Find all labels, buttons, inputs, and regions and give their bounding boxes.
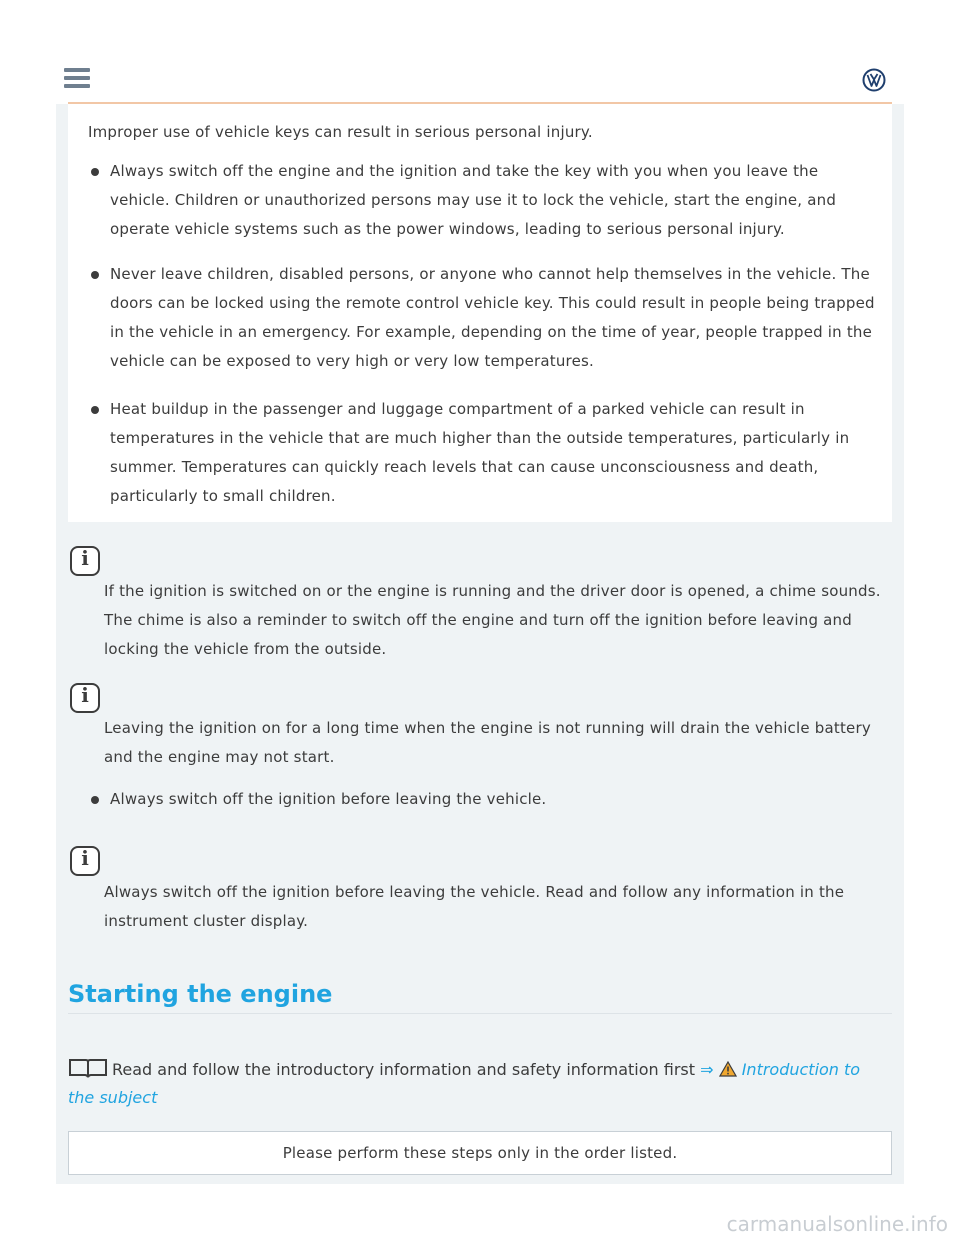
warning-bullet-1: Always switch off the engine and the ignition and take the key with you when you leave the vehicle. Children or unauthorized persons may use it to lock the vehicle, start the engine, and operate vehicle systems such as the power windows, leading to serious personal injury. <box>110 157 880 244</box>
book-icon <box>68 1057 108 1079</box>
steps-text: Please perform these steps only in the order listed. <box>282 1144 678 1162</box>
section-title: Starting the engine <box>68 980 333 1008</box>
watermark: carmanualsonline.info <box>726 1212 948 1236</box>
warning-triangle-icon <box>719 1061 737 1077</box>
top-header <box>0 0 960 104</box>
introduction-link[interactable]: Introduction to the subject <box>68 1060 861 1107</box>
note-text-3: Always switch off the ignition before leaving the vehicle. Read and follow any information in the instrument cluster display. <box>104 883 845 930</box>
steps-box <box>68 1131 892 1175</box>
info-note-icon <box>70 846 100 876</box>
info-note-icon <box>70 683 100 713</box>
note-bullet: Always switch off the ignition before leaving the vehicle. <box>110 785 880 814</box>
warning-bullet-3: Heat buildup in the passenger and luggage compartment of a parked vehicle can result in temperatures in the vehicle that are much higher than the outside temperatures, particularly in summer. Temperatures can quickly reach levels that can cause unconsciousness and death, particularly to small children. <box>110 395 880 511</box>
intro-text: Read and follow the introductory information and safety information first <box>112 1060 696 1079</box>
vw-logo-icon[interactable] <box>862 68 886 92</box>
section-divider <box>68 1013 892 1014</box>
intro-arrow[interactable]: ⇒ <box>700 1060 714 1079</box>
info-note-icon <box>70 546 100 576</box>
note-text-2: Leaving the ignition on for a long time when the engine is not running will drain the vehicle battery and the engine may not start. <box>104 719 871 766</box>
hamburger-menu-icon[interactable] <box>64 68 90 90</box>
note-text-1: If the ignition is switched on or the engine is running and the driver door is opened, a chime sounds. The chime is also a reminder to switch off the engine and turn off the ignition before leaving and locking the vehicle from the outside. <box>104 582 881 658</box>
section-intro <box>68 1056 888 1112</box>
warning-bullet-2: Never leave children, disabled persons, or anyone who cannot help themselves in the vehicle. The doors can be locked using the remote control vehicle key. This could result in people being trapped in the vehicle in an emergency. For example, depending on the time of year, people trapped in the vehicle can be exposed to very high or very low temperatures. <box>110 260 880 376</box>
warning-intro: Improper use of vehicle keys can result in serious personal injury. <box>88 123 593 141</box>
